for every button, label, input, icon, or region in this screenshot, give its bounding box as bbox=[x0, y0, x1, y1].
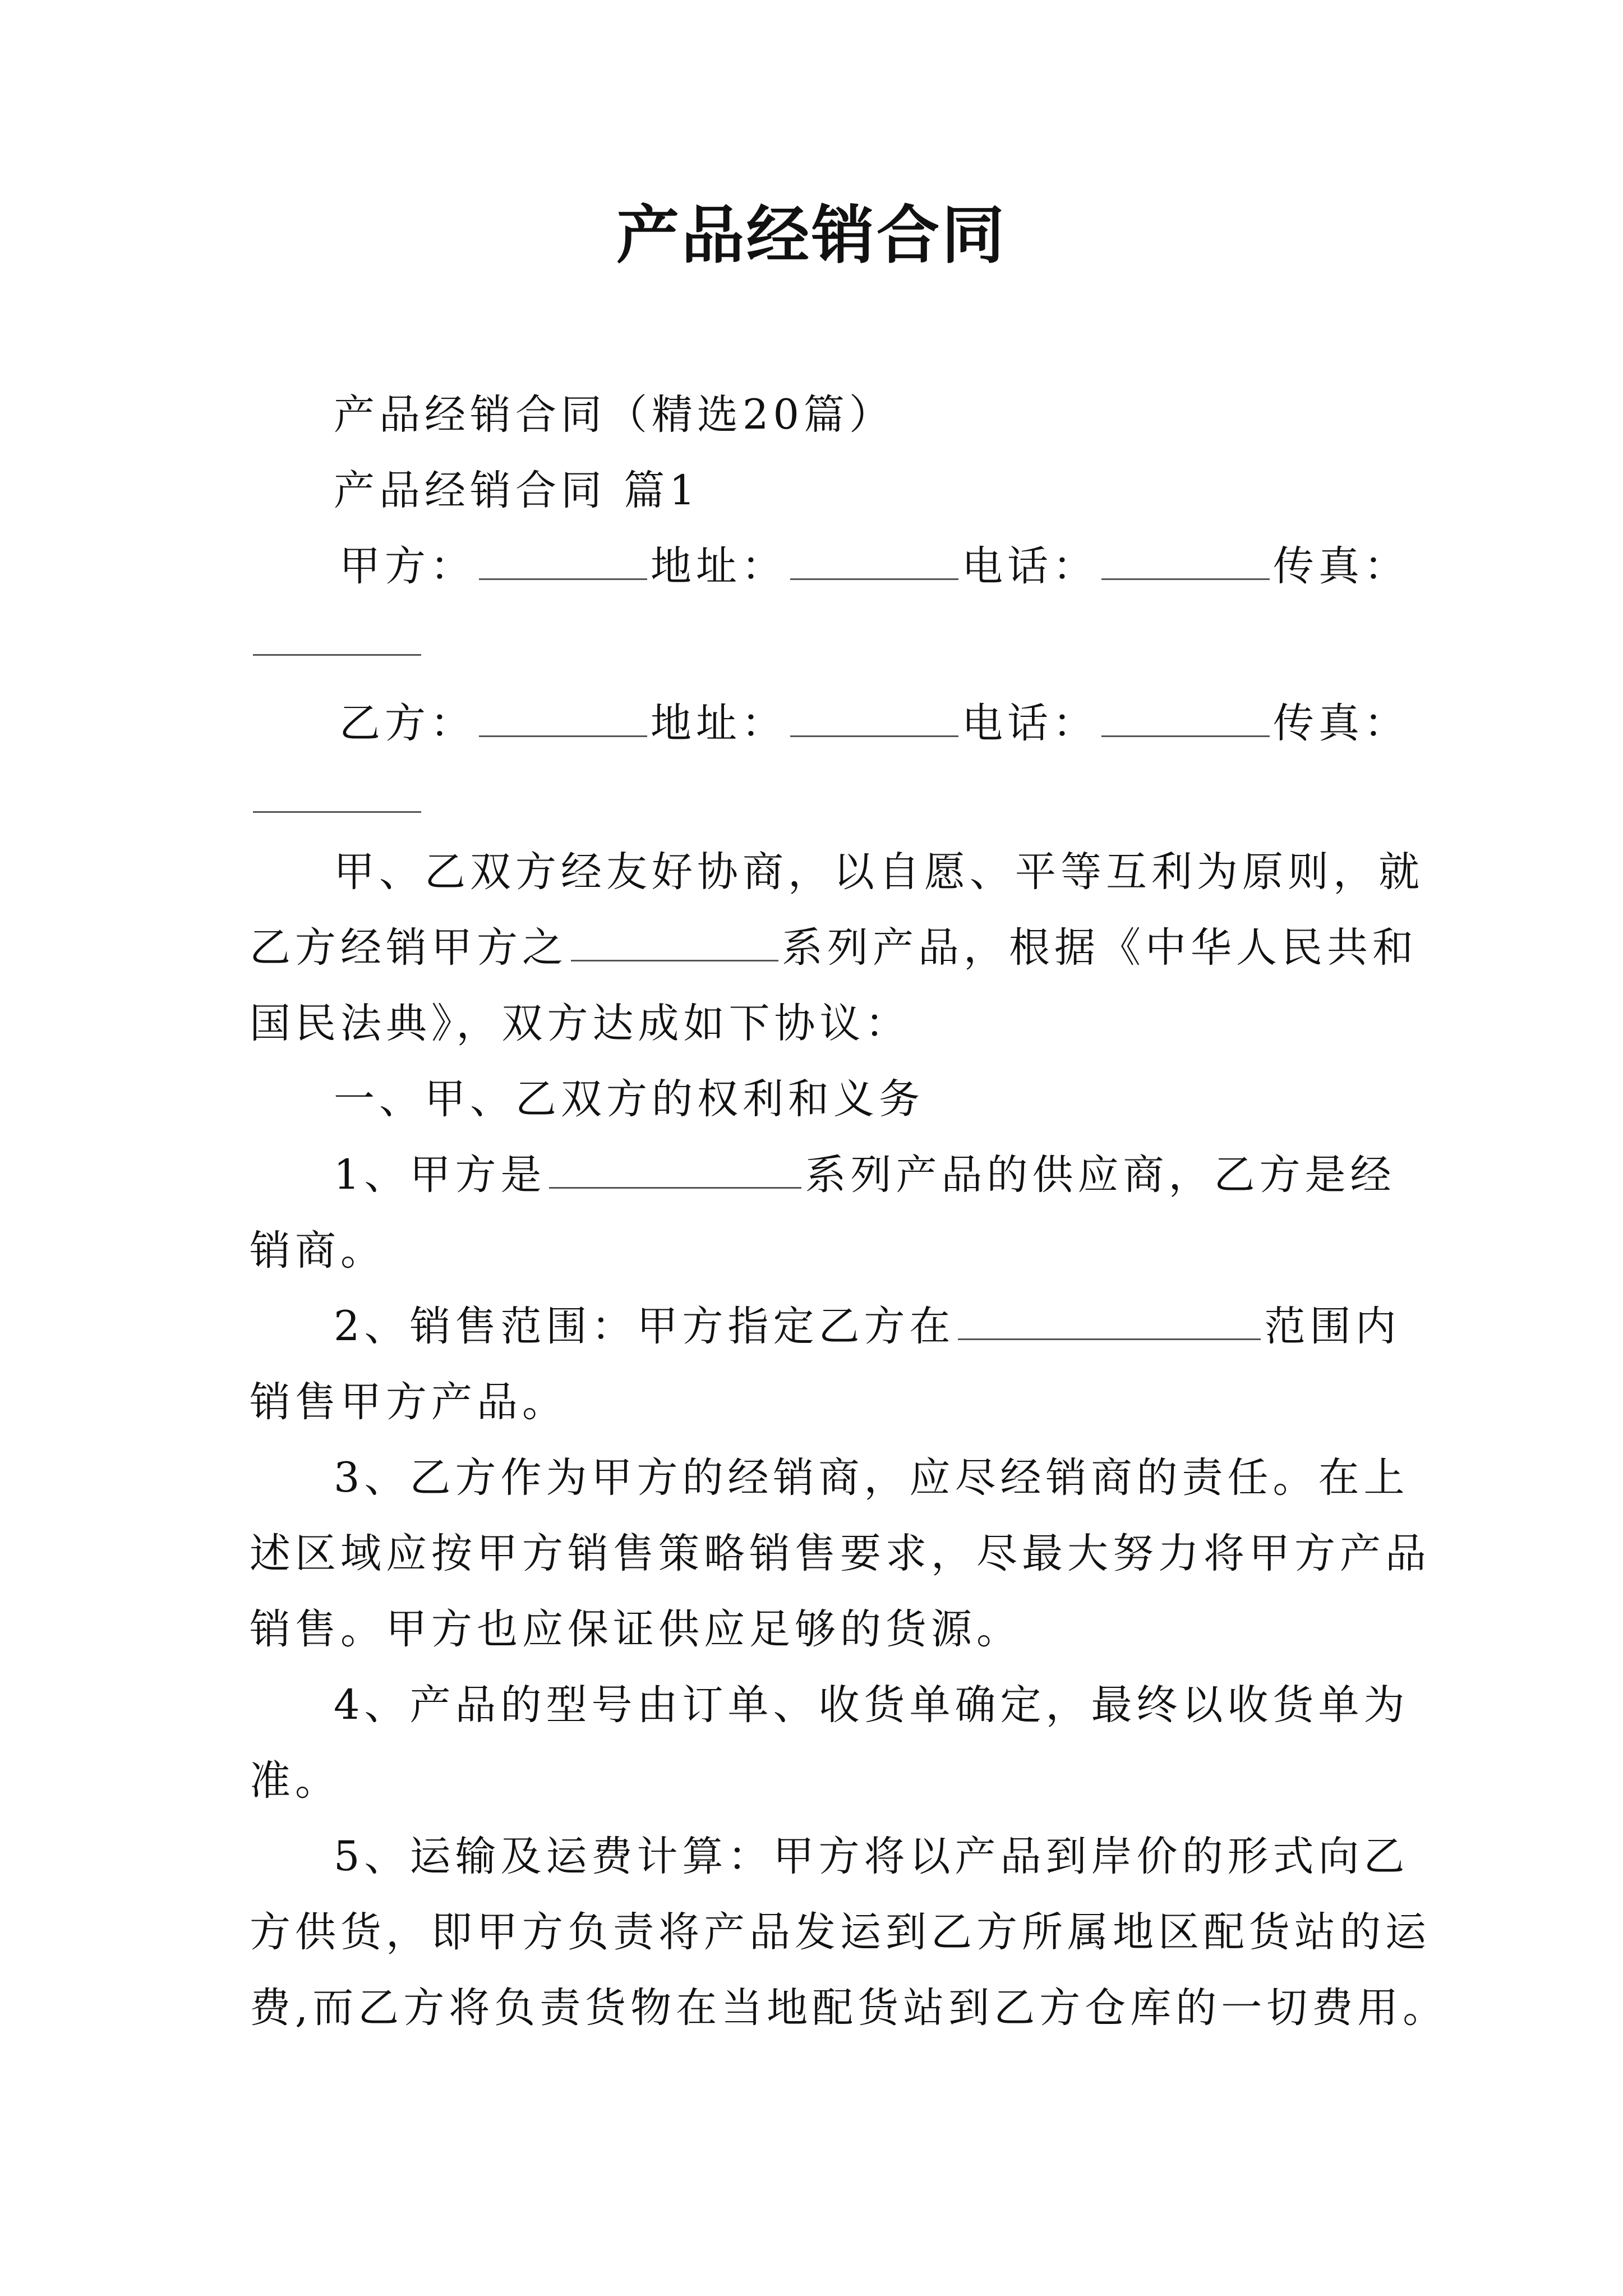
clause-1-line-2: 销商。 bbox=[250, 1227, 386, 1274]
clause-heading-1: 一、甲、乙双方的权利和义务 bbox=[334, 1075, 924, 1123]
party-b-label: 乙方： bbox=[339, 700, 476, 747]
product-series-blank bbox=[571, 926, 778, 961]
party-b-phone-label: 电话： bbox=[962, 700, 1098, 747]
clause-3-line-1: 3、乙方作为甲方的经销商，应尽经销商的责任。在上 bbox=[334, 1454, 1409, 1502]
clause-2-blank bbox=[958, 1305, 1261, 1340]
clause-1-start: 1、甲方是 bbox=[334, 1151, 546, 1199]
clause-5-line-1: 5、运输及运费计算：甲方将以产品到岸价的形式向乙 bbox=[334, 1833, 1409, 1880]
clause-2-line-2: 销售甲方产品。 bbox=[250, 1378, 568, 1426]
clause-4-line-2: 准。 bbox=[250, 1757, 340, 1805]
party-b-address-blank bbox=[790, 702, 958, 737]
intro-line-1: 甲、乙双方经友好协商，以自愿、平等互利为原则，就 bbox=[334, 848, 1424, 896]
clause-3-line-3: 销售。甲方也应保证供应足够的货源。 bbox=[250, 1605, 1022, 1653]
party-b-fax-label: 传真： bbox=[1273, 700, 1409, 747]
party-b-fax-blank bbox=[253, 777, 421, 813]
document-title: 产品经销合同 bbox=[616, 199, 1007, 272]
party-a-row bbox=[339, 539, 1409, 595]
section-heading: 产品经销合同 篇1 bbox=[334, 467, 700, 514]
intro-line-2-start: 乙方经销甲方之 bbox=[250, 924, 568, 972]
clause-4-line-1: 4、产品的型号由订单、收货单确定，最终以收货单为 bbox=[334, 1681, 1409, 1729]
party-a-address-blank bbox=[790, 545, 958, 580]
party-a-fax-row bbox=[250, 614, 425, 670]
party-a-address-label: 地址： bbox=[651, 542, 787, 590]
party-a-fax-label: 传真： bbox=[1273, 542, 1409, 590]
clause-5-line-2: 方供货，即甲方负责将产品发运到乙方所属地区配货站的运 bbox=[250, 1908, 1431, 1956]
clause-2-line-1 bbox=[334, 1299, 1400, 1355]
intro-line-2-end: 系列产品，根据《中华人民共和 bbox=[782, 924, 1418, 972]
clause-2-start: 2、销售范围：甲方指定乙方在 bbox=[334, 1303, 955, 1350]
party-b-phone-blank bbox=[1101, 702, 1270, 737]
party-b-fax-row bbox=[250, 771, 425, 827]
party-a-label: 甲方： bbox=[339, 542, 476, 590]
party-a-phone-blank bbox=[1101, 545, 1270, 580]
intro-line-3: 国民法典》，双方达成如下协议： bbox=[250, 1000, 911, 1047]
party-b-address-label: 地址： bbox=[651, 700, 787, 747]
clause-5-line-3: 费,而乙方将负责货物在当地配货站到乙方仓库的一切费用。 bbox=[250, 1984, 1449, 2032]
party-a-fax-blank bbox=[253, 620, 421, 656]
party-b-row bbox=[339, 696, 1409, 752]
clause-1-line-1 bbox=[334, 1147, 1395, 1203]
clause-1-blank bbox=[549, 1153, 801, 1189]
clause-3-line-2: 述区域应按甲方销售策略销售要求，尽最大努力将甲方产品 bbox=[250, 1530, 1431, 1577]
intro-line-2 bbox=[250, 920, 1418, 976]
document-subtitle: 产品经销合同（精选20篇） bbox=[334, 391, 895, 439]
clause-1-end: 系列产品的供应商，乙方是经 bbox=[805, 1151, 1396, 1199]
clause-2-end: 范围内 bbox=[1264, 1303, 1401, 1350]
party-b-name-blank bbox=[479, 702, 647, 737]
party-a-name-blank bbox=[479, 545, 647, 580]
party-a-phone-label: 电话： bbox=[962, 542, 1098, 590]
